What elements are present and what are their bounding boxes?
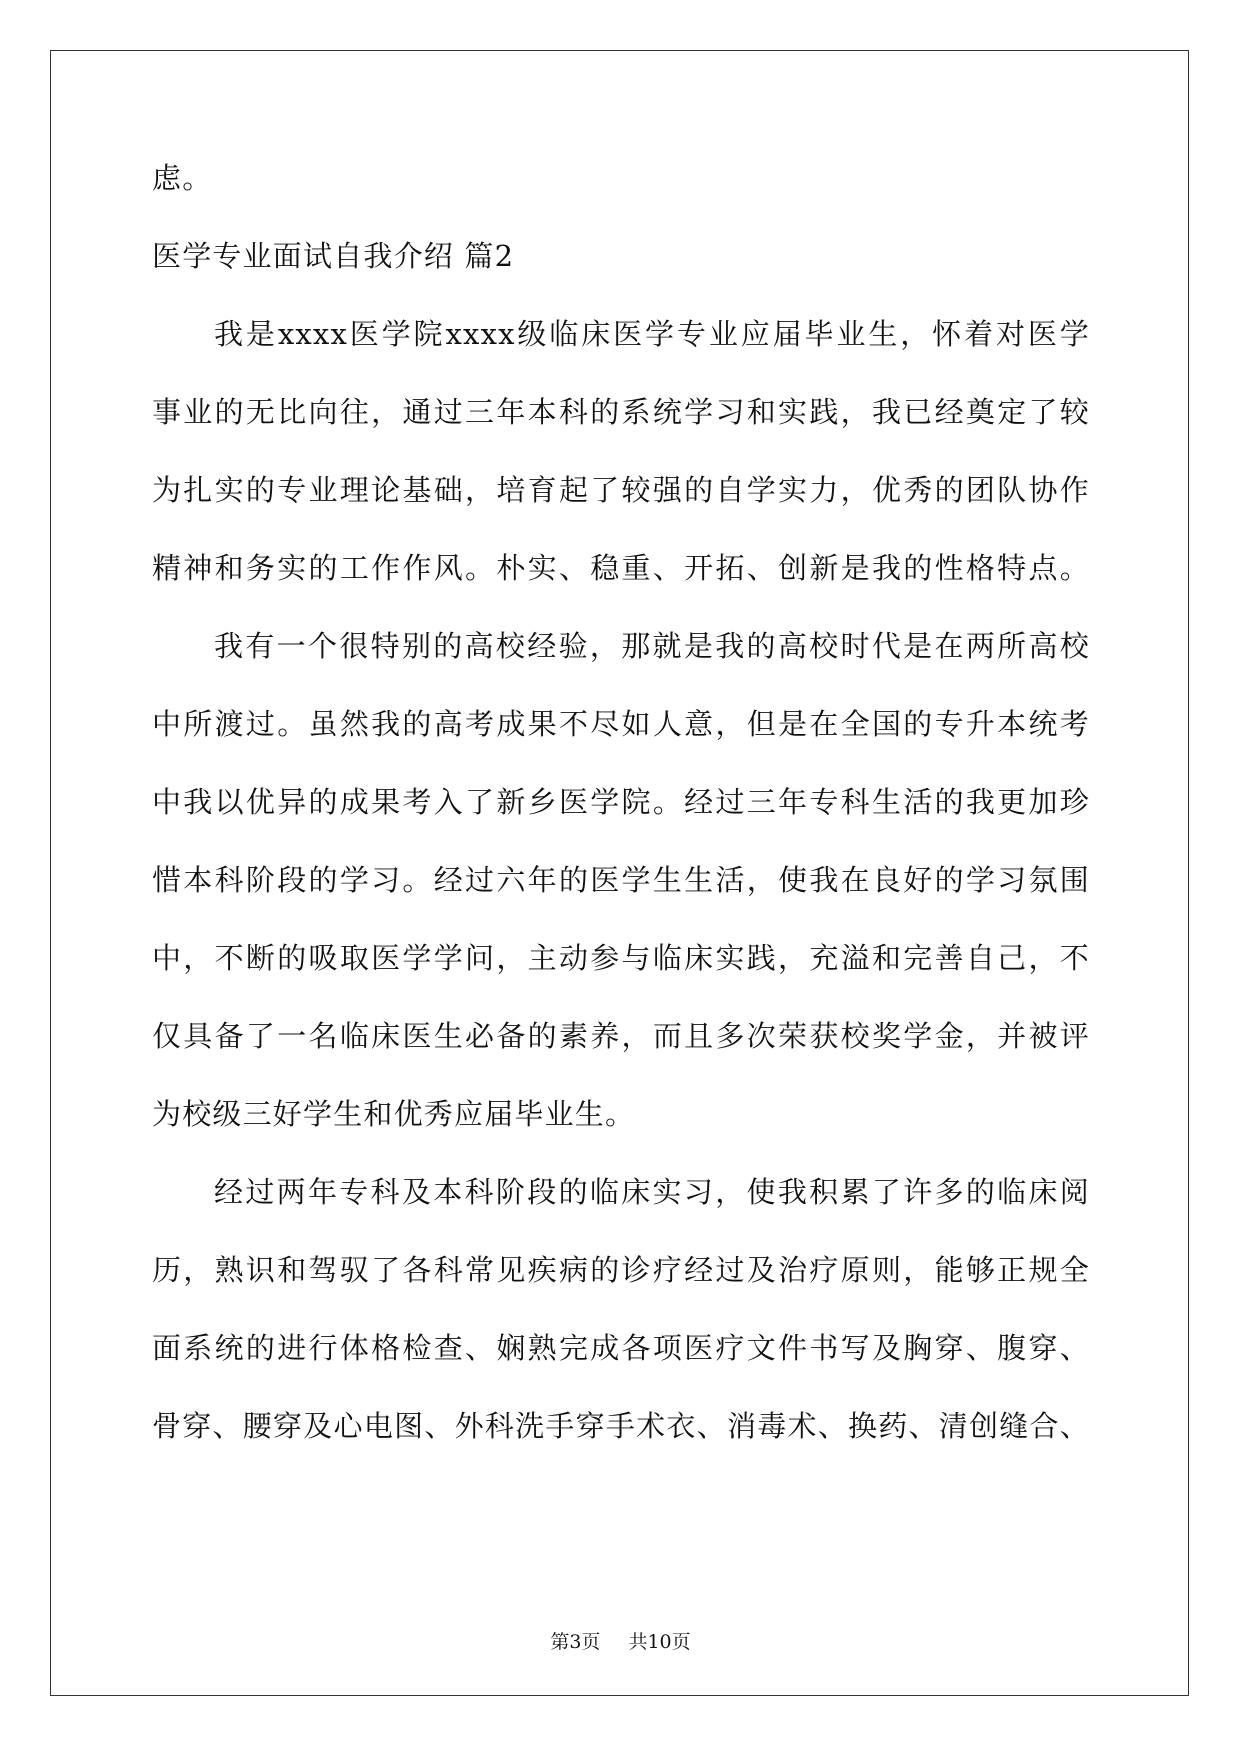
paragraph-2-line-6: 仅具备了一名临床医生必备的素养，而且多次荣获校奖学金，并被评 bbox=[152, 1019, 1090, 1053]
paragraph-2-line-5: 中，不断的吸取医学学问，主动参与临床实践，充溢和完善自己，不 bbox=[152, 941, 1090, 975]
page-number: 第3页 bbox=[550, 1631, 601, 1653]
paragraph-2-line-4: 惜本科阶段的学习。经过六年的医学生生活，使我在良好的学习氛围 bbox=[152, 863, 1090, 897]
paragraph-2-line-2: 中所渡过。虽然我的高考成果不尽如人意，但是在全国的专升本统考 bbox=[152, 707, 1090, 741]
paragraph-1-line-3: 为扎实的专业理论基础，培育起了较强的自学实力，优秀的团队协作 bbox=[152, 473, 1090, 507]
body-line-continuation: 虑。 bbox=[152, 161, 213, 195]
section-heading: 医学专业面试自我介绍 篇2 bbox=[152, 239, 515, 273]
paragraph-2-line-3: 中我以优异的成果考入了新乡医学院。经过三年专科生活的我更加珍 bbox=[152, 785, 1090, 819]
page-total: 共10页 bbox=[628, 1631, 691, 1653]
paragraph-3-line-2: 历，熟识和驾驭了各科常见疾病的诊疗经过及治疗原则，能够正规全 bbox=[152, 1253, 1090, 1287]
paragraph-1-line-2: 事业的无比向往，通过三年本科的系统学习和实践，我已经奠定了较 bbox=[152, 395, 1090, 429]
paragraph-2-line-1: 我有一个很特别的高校经验，那就是我的高校时代是在两所高校 bbox=[214, 629, 1090, 663]
paragraph-1-line-1: 我是xxxx医学院xxxx级临床医学专业应届毕业生，怀着对医学 bbox=[214, 317, 1090, 351]
paragraph-3-line-4: 骨穿、腰穿及心电图、外科洗手穿手术衣、消毒术、换药、清创缝合、 bbox=[152, 1409, 1090, 1443]
paragraph-2-line-7: 为校级三好学生和优秀应届毕业生。 bbox=[152, 1097, 636, 1131]
paragraph-1-line-4: 精神和务实的工作作风。朴实、稳重、开拓、创新是我的性格特点。 bbox=[152, 551, 1090, 585]
paragraph-3-line-1: 经过两年专科及本科阶段的临床实习，使我积累了许多的临床阅 bbox=[214, 1175, 1090, 1209]
page-footer bbox=[0, 1627, 1241, 1654]
paragraph-3-line-3: 面系统的进行体格检查、娴熟完成各项医疗文件书写及胸穿、腹穿、 bbox=[152, 1331, 1090, 1365]
